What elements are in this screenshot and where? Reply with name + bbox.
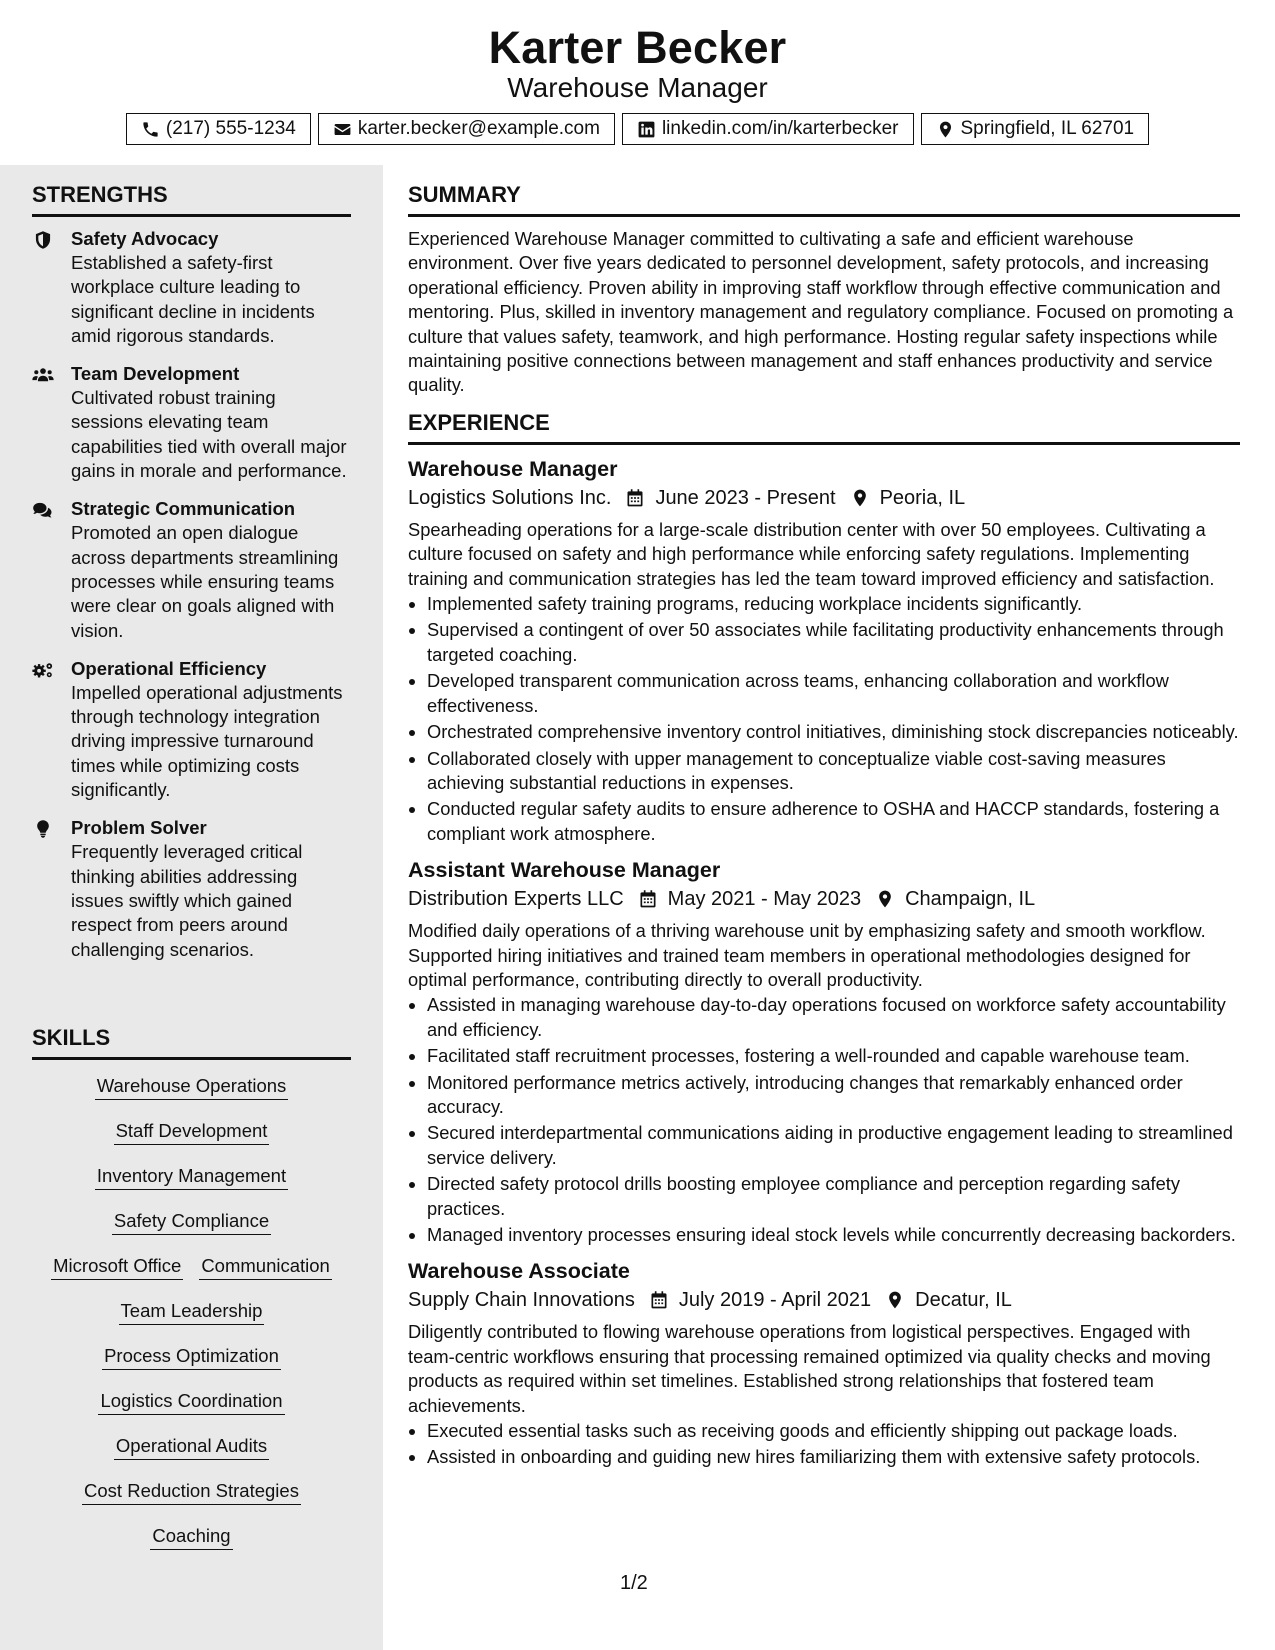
job-dates: July 2019 - April 2021 <box>678 1289 872 1312</box>
map-marker-icon <box>836 488 880 508</box>
bullet-item: • Facilitated staff recruitment processes, fostering a well-rounded and capable warehouse team. <box>427 1044 1240 1068</box>
bullet-item: • Conducted regular safety audits to ensure adherence to OSHA and HACCP standards, fostering a compliant work atmosphere. <box>427 797 1240 846</box>
job-location: Decatur, IL <box>915 1289 1012 1312</box>
skills-list <box>32 1070 351 1569</box>
strength-desc: Established a safety-first workplace culture leading to significant decline in incidents amid rigorous standards. <box>71 252 315 346</box>
calendar-icon <box>611 488 655 508</box>
page-number: 1/2 <box>620 1572 648 1594</box>
email-text: karter.becker@example.com <box>357 118 600 139</box>
resume-header <box>0 0 1275 165</box>
skill-tag: Warehouse Operations <box>95 1074 289 1100</box>
map-marker-icon <box>871 1290 915 1310</box>
strength-desc: Impelled operational adjustments through technology integration driving impressive turnaround times while optimizing costs significantly. <box>71 681 343 801</box>
calendar-icon <box>624 889 668 909</box>
job-dates: June 2023 - Present <box>655 486 836 509</box>
skill-tag: Coaching <box>150 1524 232 1550</box>
job-entry <box>408 1257 1240 1469</box>
skill-tag: Logistics Coordination <box>98 1389 284 1415</box>
strength-title: Safety Advocacy <box>71 228 219 249</box>
job-location: Peoria, IL <box>879 486 966 509</box>
comments-icon <box>32 500 54 520</box>
job-entry <box>408 455 1240 846</box>
skills-section <box>32 1025 351 1569</box>
bullet-item: • Assisted in managing warehouse day-to-day operations focused on workforce safety accountability and efficiency. <box>427 993 1240 1042</box>
bullet-item: • Monitored performance metrics actively, introducing changes that remarkably enhanced order accuracy. <box>427 1071 1240 1120</box>
main-column <box>408 165 1240 1480</box>
linkedin-icon <box>637 120 656 139</box>
bullet-item: • Directed safety protocol drills boosting employee compliance and perception regarding safety practices. <box>427 1172 1240 1221</box>
contact-email[interactable] <box>318 113 615 145</box>
bullet-item: • Orchestrated comprehensive inventory control initiatives, diminishing stock discrepancies noticeably. <box>427 720 1240 744</box>
envelope-icon <box>333 120 352 139</box>
bullet-item: • Developed transparent communication across teams, enhancing collaboration and workflow effectiveness. <box>427 669 1240 718</box>
job-meta <box>408 884 1240 914</box>
job-description: Spearheading operations for a large-scale distribution center with over 50 employees. Cultivating a culture focused on safety and high performance while enforcing safety regulations. Implementing training and communication strategies has led the team toward improved efficiency and satisfaction. <box>408 518 1215 589</box>
strength-desc: Promoted an open dialogue across departments streamlining processes while ensuring teams were clear on goals aligned with vision. <box>71 522 339 641</box>
company-name: Supply Chain Innovations <box>408 1289 635 1312</box>
shield-icon <box>32 230 54 250</box>
skill-tag: Cost Reduction Strategies <box>82 1479 301 1505</box>
strength-item <box>32 497 351 642</box>
map-marker-icon <box>861 889 905 909</box>
strength-title: Strategic Communication <box>71 498 296 520</box>
job-bullets <box>408 993 1240 1247</box>
skill-tag: Communication <box>199 1254 332 1280</box>
bullet-item: • Implemented safety training programs, reducing workplace incidents significantly. <box>427 592 1240 616</box>
job-location: Champaign, IL <box>905 888 1036 911</box>
strength-item <box>32 816 351 961</box>
candidate-title: Warehouse Manager <box>507 72 768 103</box>
strength-title: Team Development <box>71 363 240 385</box>
bullet-item: • Secured interdepartmental communications aiding in productive engagement leading to streamlined service delivery. <box>427 1121 1240 1170</box>
skill-tag: Process Optimization <box>102 1344 281 1370</box>
gears-icon <box>32 660 54 680</box>
lightbulb-icon <box>32 819 54 839</box>
bullet-item: • Managed inventory processes ensuring ideal stock levels while concurrently decreasing backorders. <box>427 1223 1240 1247</box>
skill-tag: Team Leadership <box>119 1299 265 1325</box>
map-marker-icon <box>936 120 955 139</box>
company-name: Distribution Experts LLC <box>408 888 624 911</box>
skill-tag: Microsoft Office <box>51 1254 183 1280</box>
contact-bar <box>0 113 1275 145</box>
summary-heading: SUMMARY <box>408 182 1240 217</box>
job-entry <box>408 856 1240 1247</box>
job-description: Modified daily operations of a thriving warehouse unit by emphasizing safety and smooth workflow. Supported hiring initiatives and trained team members in operational methodologies designed for optimal performance, contributing directly to overall productivity. <box>408 920 1206 990</box>
bullet-item: • Collaborated closely with upper management to conceptualize viable cost-saving measures achieving substantial reductions in expenses. <box>427 747 1240 796</box>
calendar-icon <box>635 1290 679 1310</box>
contact-phone[interactable] <box>126 113 311 145</box>
phone-icon <box>141 120 160 139</box>
bullet-item: • Executed essential tasks such as receiving goods and efficiently shipping out package loads. <box>427 1419 1240 1443</box>
experience-heading: EXPERIENCE <box>408 410 1240 445</box>
job-dates: May 2021 - May 2023 <box>667 888 862 911</box>
skill-tag: Safety Compliance <box>112 1209 271 1235</box>
location-text: Springfield, IL 62701 <box>960 118 1135 139</box>
job-bullets <box>408 1419 1240 1470</box>
job-meta <box>408 483 1240 513</box>
linkedin-text: linkedin.com/in/karterbecker <box>661 118 899 139</box>
summary-text: Experienced Warehouse Manager committed to cultivating a safe and efficient warehouse environment. Over five years dedicated to personnel development, safety protocols, and increasing operational efficiency. Proven ability in improving staff workflow through effective communication and mentoring. Plus, skilled in inventory management and regulatory compliance. Focused on promoting a culture that values safety, teamwork, and high performance. Hosting regular safety inspections while maintaining positive connections between management and staff enhances productivity and service quality. <box>408 228 1234 396</box>
job-description: Diligently contributed to flowing warehouse operations from logistical perspectives. Engaged with team-centric workflows ensuring that processing remained optimized via quality checks and moving products as required within set timelines. Established strong relationships that fostered team achievements. <box>408 1321 1211 1416</box>
company-name: Logistics Solutions Inc. <box>408 486 612 509</box>
strength-item <box>32 227 351 348</box>
bullet-item: • Supervised a contingent of over 50 associates while facilitating productivity enhancements through targeted coaching. <box>427 618 1240 667</box>
contact-location[interactable] <box>921 113 1150 145</box>
strength-item <box>32 362 351 483</box>
strengths-section <box>32 182 351 976</box>
strength-desc: Frequently leveraged critical thinking abilities addressing issues swiftly which gained respect from peers around challenging scenarios. <box>71 841 303 960</box>
users-icon <box>32 365 54 385</box>
job-title: Warehouse Manager <box>408 456 618 481</box>
job-bullets <box>408 592 1240 846</box>
skill-tag: Staff Development <box>114 1119 270 1145</box>
job-title: Warehouse Associate <box>408 1259 630 1284</box>
strength-title: Operational Efficiency <box>71 657 267 679</box>
contact-linkedin[interactable] <box>622 113 914 145</box>
phone-text: (217) 555-1234 <box>165 118 296 139</box>
job-meta <box>408 1285 1240 1315</box>
candidate-name: Karter Becker <box>488 22 787 73</box>
strength-item <box>32 657 351 802</box>
strength-title: Problem Solver <box>71 817 207 839</box>
strengths-heading: STRENGTHS <box>32 182 351 217</box>
sidebar <box>0 165 383 1650</box>
skill-tag: Operational Audits <box>114 1434 269 1460</box>
skill-tag: Inventory Management <box>95 1164 288 1190</box>
skills-heading: SKILLS <box>32 1025 351 1060</box>
job-title: Assistant Warehouse Manager <box>408 858 721 883</box>
bullet-item: • Assisted in onboarding and guiding new hires familiarizing them with extensive safety protocols. <box>427 1445 1240 1469</box>
strength-desc: Cultivated robust training sessions elevating team capabilities tied with overall major gains in morale and performance. <box>71 387 347 482</box>
